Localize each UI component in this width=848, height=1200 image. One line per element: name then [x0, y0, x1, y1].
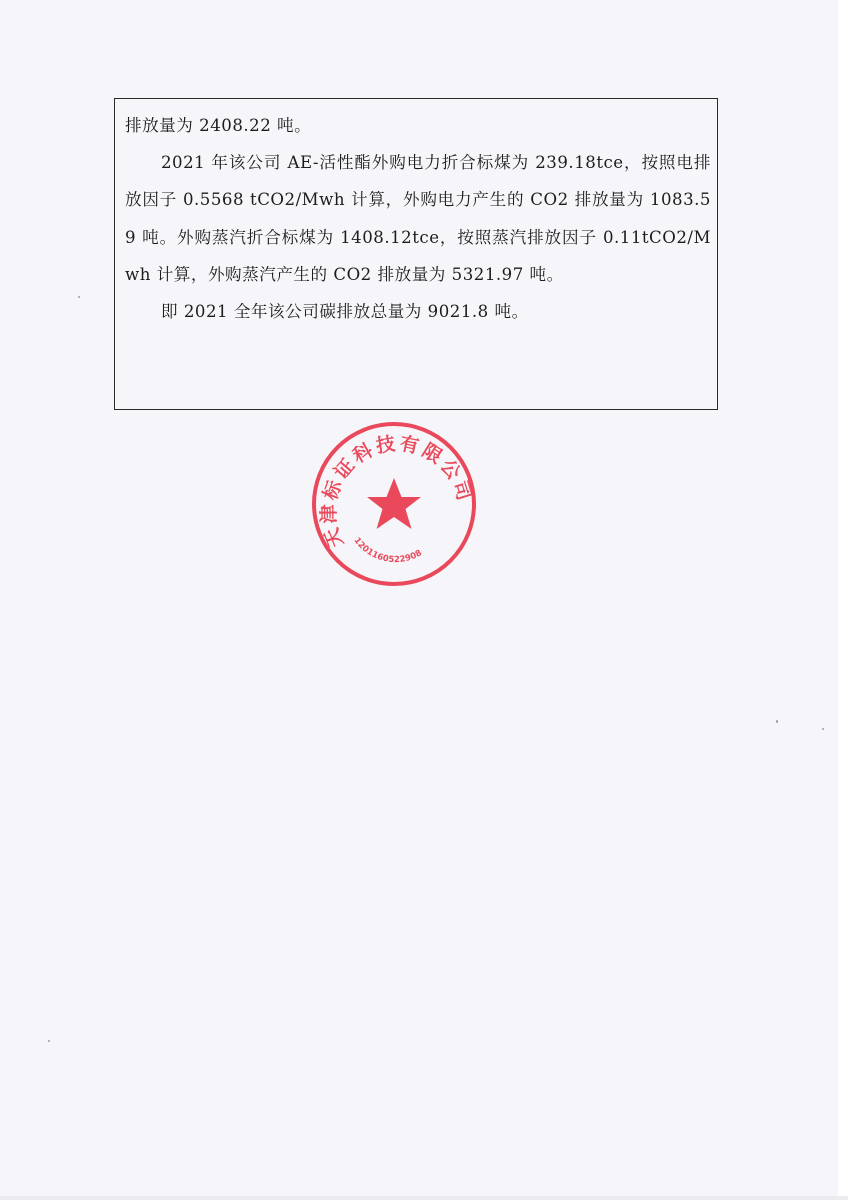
paragraph-emission-carryover: 排放量为 2408.22 吨。 [125, 116, 312, 135]
paragraph-purchased-energy: 2021 年该公司 AE-活性酯外购电力折合标煤为 239.18tce，按照电排放因子 0.5568 tCO2/Mwh 计算，外购电力产生的 CO2 排放量为 1083.59 吨。外购蒸汽折合标煤为 1408.12tce，按照蒸汽排放因子 0.11tCO2/Mwh 计算，外购蒸汽产生的 CO2 排放量为 5321.97 吨。 [125, 153, 711, 284]
company-seal [310, 420, 478, 588]
scan-speck [822, 728, 824, 730]
scan-speck [48, 1040, 50, 1042]
page-edge-bottom [0, 1196, 848, 1200]
page-edge-right [838, 0, 848, 1200]
scan-speck [776, 720, 778, 723]
text-box [114, 98, 718, 410]
scan-speck [78, 296, 80, 298]
seal-company-name: 天津标证科技有限公司 [318, 432, 476, 551]
star-icon [367, 478, 421, 529]
paragraph-annual-total: 即 2021 全年该公司碳排放总量为 9021.8 吨。 [161, 302, 529, 322]
seal-serial-number: 1201160522908 [351, 535, 424, 566]
